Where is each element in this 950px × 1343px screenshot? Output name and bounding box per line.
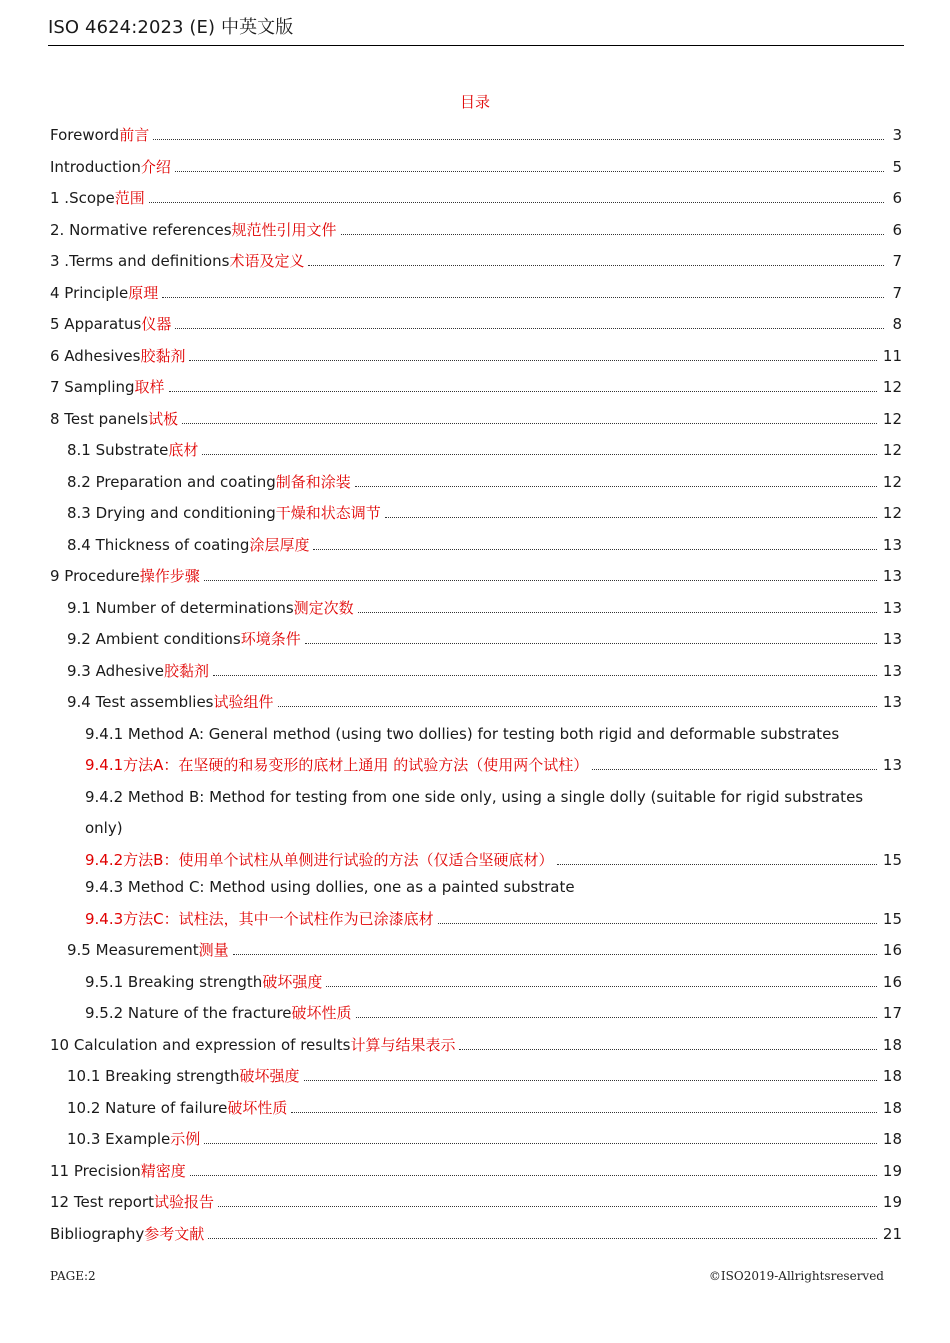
toc-entry-measurement[interactable]: 9.5 Measurement 测量 16 (67, 941, 902, 959)
toc-entry-method-a-en[interactable]: 9.4.1 Method A: General method (using two dollies) for testing both rigid and deformable substrates (85, 725, 840, 743)
toc-entry-drying-conditioning[interactable]: 8.3 Drying and conditioning 干燥和状态调节 12 (67, 504, 902, 522)
toc-entry-breaking-strength-951[interactable]: 9.5.1 Breaking strength 破坏强度 16 (85, 973, 902, 991)
toc-entry-scope[interactable]: 1 .Scope 范围 6 (50, 189, 902, 207)
toc-entry-calculation-results[interactable]: 10 Calculation and expression of results 计算与结果表示 18 (50, 1036, 902, 1054)
toc-entry-test-report[interactable]: 12 Test report 试验报告 19 (50, 1193, 902, 1211)
toc-entry-method-b-zh[interactable]: 9.4.2方法B：使用单个试柱从单侧进行试验的方法（仅适合坚硬底材） 15 (85, 851, 902, 869)
page-header (48, 14, 904, 46)
toc-entry-principle[interactable]: 4 Principle 原理 7 (50, 284, 902, 302)
toc-entry-precision[interactable]: 11 Precision 精密度 19 (50, 1162, 902, 1180)
toc-entry-substrate[interactable]: 8.1 Substrate 底材 12 (67, 441, 902, 459)
copyright-notice: ©ISO2019-Allrightsreserved (708, 1269, 884, 1283)
page-number: PAGE:2 (50, 1269, 96, 1283)
toc-entry-breaking-strength-101[interactable]: 10.1 Breaking strength 破坏强度 18 (67, 1067, 902, 1085)
toc-entry-method-c-en[interactable]: 9.4.3 Method C: Method using dollies, one as a painted substrate (85, 878, 575, 896)
toc-entry-ambient-conditions[interactable]: 9.2 Ambient conditions 环境条件 13 (67, 630, 902, 648)
toc-entry-test-assemblies[interactable]: 9.4 Test assemblies 试验组件 13 (67, 693, 902, 711)
toc-entry-bibliography[interactable]: Bibliography 参考文献 21 (50, 1225, 902, 1243)
toc-entry-method-b-en-cont[interactable]: only) (85, 819, 123, 837)
toc-entry-apparatus[interactable]: 5 Apparatus 仪器 8 (50, 315, 902, 333)
toc-title: 目录 (459, 93, 490, 111)
toc-entry-normative-references[interactable]: 2. Normative references 规范性引用文件 6 (50, 221, 902, 239)
toc-entry-terms-definitions[interactable]: 3 .Terms and definitions 术语及定义 7 (50, 252, 902, 270)
toc-entry-foreword[interactable]: Foreword 前言 3 (50, 126, 902, 144)
toc-entry-nature-failure[interactable]: 10.2 Nature of failure 破坏性质 18 (67, 1099, 902, 1117)
toc-entry-nature-fracture[interactable]: 9.5.2 Nature of the fracture 破坏性质 17 (85, 1004, 902, 1022)
toc-entry-adhesive[interactable]: 9.3 Adhesive 胶黏剂 13 (67, 662, 902, 680)
toc-entry-number-determinations[interactable]: 9.1 Number of determinations 测定次数 13 (67, 599, 902, 617)
toc-entry-method-c-zh[interactable]: 9.4.3方法C：试柱法，其中一个试柱作为已涂漆底材 15 (85, 910, 902, 928)
toc-entry-preparation-coating[interactable]: 8.2 Preparation and coating 制备和涂装 12 (67, 473, 902, 491)
toc-entry-method-a-zh[interactable]: 9.4.1方法A：在坚硬的和易变形的底材上通用 的试验方法（使用两个试柱） 13 (85, 756, 902, 774)
toc-entry-method-b-en[interactable]: 9.4.2 Method B: Method for testing from one side only, using a single dolly (suitable for rigid substrates (85, 788, 864, 806)
toc-entry-test-panels[interactable]: 8 Test panels 试板 12 (50, 410, 902, 428)
toc-entry-procedure[interactable]: 9 Procedure 操作步骤 13 (50, 567, 902, 585)
document-title: ISO 4624:2023 (E) 中英文版 (48, 17, 294, 38)
toc-entry-thickness-coating[interactable]: 8.4 Thickness of coating 涂层厚度 13 (67, 536, 902, 554)
toc-entry-sampling[interactable]: 7 Sampling 取样 12 (50, 378, 902, 396)
toc-entry-adhesives[interactable]: 6 Adhesives 胶黏剂 11 (50, 347, 902, 365)
toc-entry-introduction[interactable]: Introduction 介绍 5 (50, 158, 902, 176)
toc-entry-example[interactable]: 10.3 Example 示例 18 (67, 1130, 902, 1148)
